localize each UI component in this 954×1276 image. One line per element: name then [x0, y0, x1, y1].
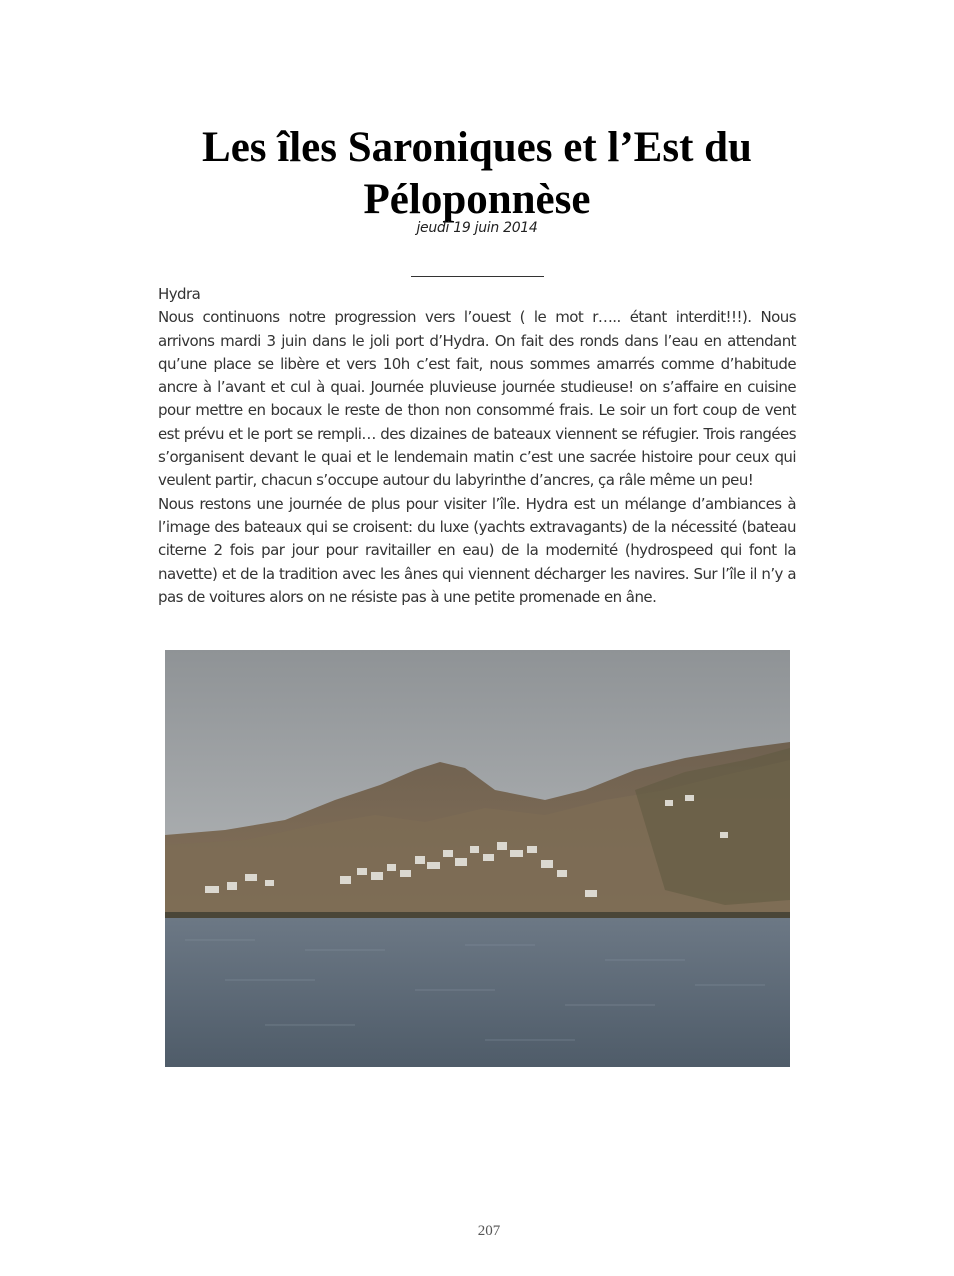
hydra-harbour-photo: [165, 650, 790, 1067]
page-number: 207: [477, 1223, 501, 1239]
title-line-1: Les îles Saroniques et l’Est du: [202, 124, 752, 171]
post-date: jeudi 19 juin 2014: [416, 220, 538, 236]
photo-sea: [165, 918, 790, 1067]
page-title: [120, 122, 834, 226]
article-body: [158, 283, 796, 609]
paragraph-1: Nous continuons notre progression vers l’ouest ( le mot r….. étant interdit!!!). Nous arrivons mardi 3 juin dans le joli port d’Hydra. On fait des ronds dans l’eau en attendant qu’une place se libère et vers 10h c’est fait, nous sommes amarrés comme d’habitude ancre à l’avant et cul à quai. Journée pluvieuse journée studieuse! on s’affaire en cuisine pour mettre en bocaux le reste de thon non consommé frais. Le soir un fort coup de vent est prévu et le port se rempli… des dizaines de bateaux viennent se réfugier. Trois rangées s’organisent devant le quai et le lendemain matin c’est une sacrée histoire pour ceux qui veulent partir, chacun s’occupe autour du labyrinthe d’ancres, ça râle même un peu!: [158, 308, 796, 490]
title-line-2: Péloponnèse: [363, 176, 591, 223]
section-heading: Hydra: [158, 285, 201, 303]
title-divider: [411, 276, 544, 277]
paragraph-2: Nous restons une journée de plus pour visiter l’île. Hydra est un mélange d’ambiances à l’image des bateaux qui se croisent: du luxe (yachts extravagants) de la nécessité (bateau citerne 2 fois par jour pour ravitailler en eau) de la modernité (hydrospeed qui font la navette) et de la tradition avec les ânes qui viennent décharger les navires. Sur l’île il n’y a pas de voitures alors on ne résiste pas à une petite promenade en âne.: [158, 494, 796, 606]
